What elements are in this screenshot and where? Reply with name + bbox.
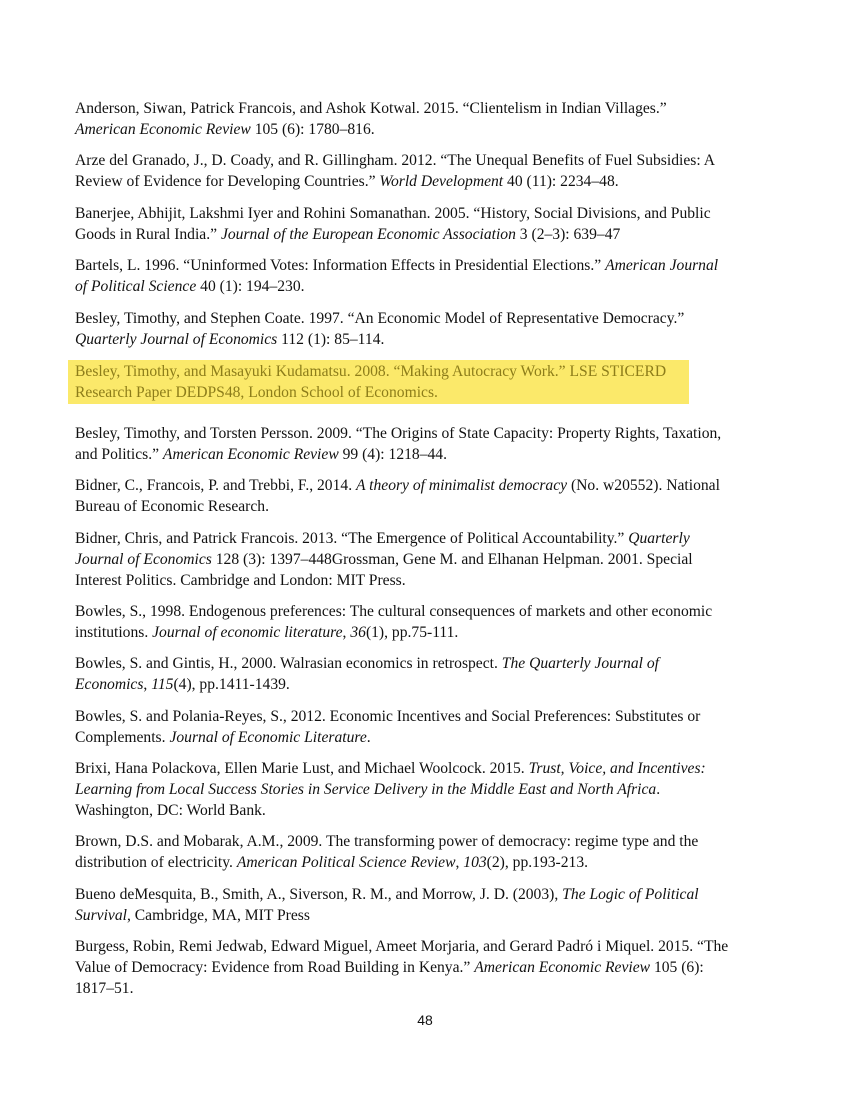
reference-italic-text: American Political Science Review <box>236 854 456 872</box>
reference-list <box>75 98 787 1010</box>
reference-text: Bidner, C., Francois, P. and Trebbi, F., 2014. <box>75 477 356 495</box>
reference-text: Bidner, Chris, and Patrick Francois. 2013. “The Emergence of Political Accountability.” <box>75 529 629 547</box>
reference-italic-text: World Development <box>379 173 504 191</box>
highlighted-reference-entry <box>68 360 689 404</box>
reference-text: Brixi, Hana Polackova, Ellen Marie Lust, and Michael Woolcock. 2015. <box>75 760 529 778</box>
reference-entry <box>75 475 787 517</box>
reference-text: 40 (1): 194–230. <box>196 278 305 296</box>
reference-text: Bowles, S., 1998. Endogenous preferences: The cultural consequences of markets and other economic institutions. <box>75 602 713 641</box>
reference-text: . <box>366 728 371 746</box>
reference-italic-text: 36 <box>350 623 366 641</box>
reference-entry <box>75 423 787 465</box>
reference-italic-text: A theory of minimalist democracy <box>356 477 568 495</box>
reference-entry <box>75 653 787 695</box>
reference-text: , <box>342 623 351 641</box>
reference-entry <box>75 601 787 643</box>
reference-text: 105 (6): 1780–816. <box>250 121 375 138</box>
reference-italic-text: American Journal of Political Science <box>75 257 719 296</box>
reference-text: 40 (11): 2234–48. <box>503 173 619 191</box>
reference-entry <box>75 203 787 245</box>
reference-entry <box>75 150 787 192</box>
reference-entry <box>75 528 787 591</box>
reference-text: Bowles, S. and Polania-Reyes, S., 2012. Economic Incentives and Social Preferences: Substitutes or Complements. <box>75 707 701 746</box>
page-number: 48 <box>417 1012 433 1028</box>
reference-text: , Cambridge, MA, MIT Press <box>126 906 310 924</box>
reference-italic-text: Journal of economic literature <box>152 623 343 641</box>
reference-text: Bartels, L. 1996. “Uninformed Votes: Information Effects in Presidential Elections.” <box>75 257 606 275</box>
reference-text: (1), pp.75-111. <box>365 623 459 641</box>
reference-text: Besley, Timothy, and Torsten Persson. 2009. “The Origins of State Capacity: Property Rights, Taxation, and Politics.” <box>75 424 722 463</box>
reference-text: Besley, Timothy, and Stephen Coate. 1997. “An Economic Model of Representative Democracy.” <box>75 309 685 327</box>
reference-text: 112 (1): 85–114. <box>277 330 385 348</box>
reference-text: Bowles, S. and Gintis, H., 2000. Walrasian economics in retrospect. <box>75 655 502 673</box>
reference-text: . Washington, DC: World Bank. <box>75 781 661 820</box>
reference-text: Bueno deMesquita, B., Smith, A., Siverson, R. M., and Morrow, J. D. (2003), <box>75 885 563 903</box>
reference-text: 3 (2–3): 639–47 <box>515 225 621 243</box>
reference-text: Arze del Granado, J., D. Coady, and R. Gillingham. 2012. “The Unequal Benefits of Fuel Subsidies: A Review of Evidence for Developing Countries.” <box>75 152 715 191</box>
reference-entry <box>75 706 787 748</box>
reference-text: Brown, D.S. and Mobarak, A.M., 2009. The transforming power of democracy: regime type and the distribution of electricity. <box>75 833 699 872</box>
reference-italic-text: Journal of Economic Literature <box>169 728 367 746</box>
reference-text: 105 (6): 1817–51. <box>75 959 704 998</box>
reference-entry <box>75 308 787 350</box>
reference-text: (No. w20552). National Bureau of Economic Research. <box>75 477 720 516</box>
reference-entry <box>75 936 787 999</box>
reference-italic-text: The Quarterly Journal of Economics <box>75 655 660 694</box>
reference-text: (2), pp.193-213. <box>486 854 589 872</box>
reference-text: Banerjee, Abhijit, Lakshmi Iyer and Rohini Somanathan. 2005. “History, Social Divisions, and Public Goods in Rural India.” <box>75 204 711 243</box>
reference-text: Anderson, Siwan, Patrick Francois, and Ashok Kotwal. 2015. “Clientelism in Indian Villages.” <box>75 100 667 117</box>
reference-text: Besley, Timothy, and Masayuki Kudamatsu. 2008. “Making Autocracy Work.” LSE STICERD Research Paper DEDPS48, London School of Economics. <box>75 362 667 401</box>
reference-entry <box>75 831 787 873</box>
reference-italic-text: Trust, Voice, and Incentives: Learning from Local Success Stories in Service Delivery in the Middle East and North Africa <box>75 760 706 799</box>
reference-entry <box>75 98 787 140</box>
reference-text: 99 (4): 1218–44. <box>338 445 447 463</box>
reference-italic-text: American Economic Review <box>474 959 651 977</box>
reference-text: Burgess, Robin, Remi Jedwab, Edward Miguel, Ameet Morjaria, and Gerard Padró i Miquel. 2015. “The Value of Democracy: Evidence from Road Building in Kenya.” <box>75 938 729 977</box>
reference-italic-text: The Logic of Political Survival <box>75 885 699 924</box>
reference-entry <box>75 255 787 297</box>
highlight-wrapper <box>75 360 787 414</box>
reference-text: 128 (3): 1397–448Grossman, Gene M. and Elhanan Helpman. 2001. Special Interest Politics. Cambridge and London: MIT Press. <box>75 550 693 589</box>
reference-text: (4), pp.1411-1439. <box>173 676 290 694</box>
reference-italic-text: American Economic Review <box>162 445 339 463</box>
reference-text: , <box>143 676 152 694</box>
reference-text: , <box>455 854 464 872</box>
reference-italic-text: American Economic Review <box>75 121 251 138</box>
reference-entry <box>75 758 787 821</box>
reference-italic-text: 103 <box>463 854 487 872</box>
reference-italic-text: Quarterly Journal of Economics <box>75 529 690 568</box>
reference-italic-text: 115 <box>151 676 174 694</box>
reference-entry <box>75 884 787 926</box>
reference-italic-text: Journal of the European Economic Association <box>220 225 516 243</box>
reference-italic-text: Quarterly Journal of Economics <box>75 330 278 348</box>
